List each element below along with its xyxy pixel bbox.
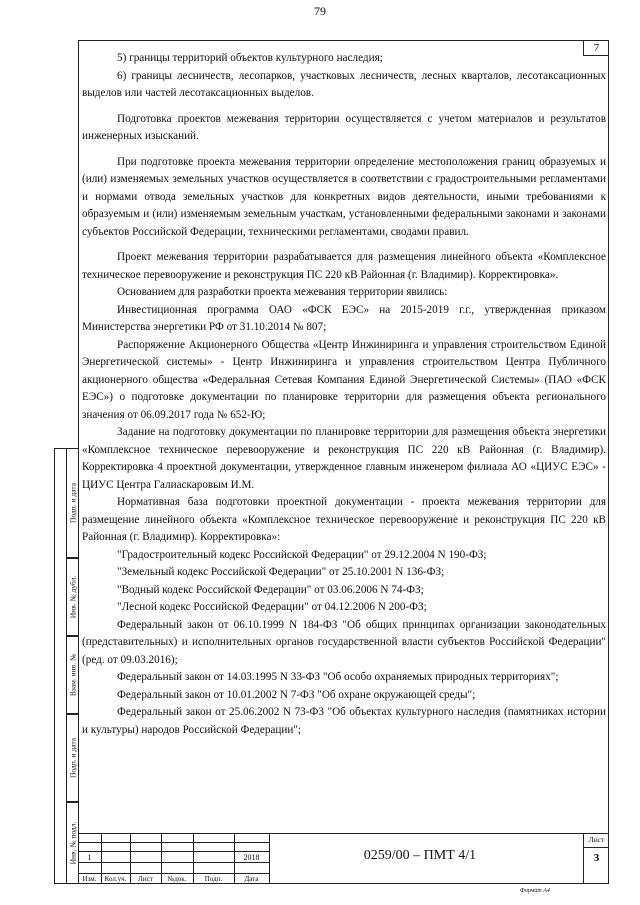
side-label: Подп. и дата: [68, 737, 77, 779]
paragraph: "Лесной кодекс Российской Федерации" от 04.12.2006 N 200-ФЗ;: [117, 601, 427, 613]
paragraph: Задание на подготовку документации по планировке территории для размещения объекта энергетики «Комплексное техническое перевооружение и реконструкция ПС 220 кВ Районная (г. Владимир). Корректировка 4 проектной документации, утвержденное главным инженером филиала АО «ЦИУС ЕЭС» - ЦИУС Центра Галиаскаровым И.М.: [82, 426, 606, 491]
header-doc: №док.: [167, 875, 187, 883]
paragraph: Нормативная база подготовки проектной документации - проекта межевания территории для размещение линейного объекта «Комплексное техническое перевооружение и реконструкция ПС 220 кВ Районная (г. Владимир). Корректировка»:: [82, 496, 606, 543]
tb-hline: [583, 847, 609, 848]
paragraph: Распоряжение Акционерного Общества «Центр Инжиниринга и управления строительством Единой Энергетической системы» - Центр Инжиниринга и управления строительством Центра Публичного акционерного общества «Федеральная Сетевая Компания Единой Энергетической Системы» (ПАО «ФСК ЕЭС») о подготовке документации по планировке территории для размещения объекта регионального значения от 06.09.2017 года № 652-Ю;: [82, 338, 606, 421]
paragraph: "Градостроительный кодекс Российской Федерации" от 29.12.2004 N 190-ФЗ;: [117, 548, 487, 561]
header-sign: Подп.: [204, 875, 223, 883]
side-label: Взам. инв. №: [68, 653, 77, 697]
paragraph: При подготовке проекта межевания территории определение местоположения границ образуемых и (или) изменяемых земельных участков осуществляется в соответствии с градостроительными регламентами и нормами отвода земельных участков для конкретных видов деятельности, иными требованиями к образуемым и (или) изменяемым земельным участкам, установленными федеральными законами и законами субъектов Российской Федерации, техническими регламентами, сводами правил.: [82, 155, 606, 238]
paragraph: Проект межевания территории разрабатывается для размещения линейного объекта «Комплексное техническое перевооружение и реконструкция ПС 220 кВ Районная (г. Владимир). Корректировка».: [82, 251, 606, 281]
header-sheet: Лист: [138, 875, 153, 883]
side-cell-replace-inv: [66, 636, 78, 714]
side-cell-dup-inv: [66, 558, 78, 636]
paragraph: Федеральный закон от 25.06.2002 N 73-ФЗ "Об объектах культурного наследия (памятниках истории и культуры) народов Российской Федерации";: [82, 706, 606, 736]
paragraph: Инвестиционная программа ОАО «ФСК ЕЭС» на 2015-2019 г.г., утвержденная приказом Министерства энергетики РФ от 31.10.2014 № 807;: [82, 303, 606, 333]
side-label: Подп. и дата: [68, 482, 77, 524]
change-number: 1: [87, 853, 92, 862]
tb-hline: [78, 862, 270, 863]
page-number: 79: [314, 4, 326, 18]
paragraph: "Земельный кодекс Российской Федерации" от 25.10.2001 N 136-ФЗ;: [117, 566, 445, 578]
header-qty: Кол.уч.: [104, 875, 127, 883]
tb-hline: [78, 851, 270, 852]
side-label: Инв. № подл.: [68, 821, 77, 865]
side-cell-orig-inv: [66, 802, 78, 884]
header-date: Дата: [244, 875, 259, 883]
document-code: 0259/00 – ПМТ 4/1: [363, 848, 477, 863]
sheet-number: 3: [593, 852, 600, 864]
paragraph: Федеральный закон от 10.01.2002 N 7-ФЗ "Об охране окружающей среды";: [117, 688, 476, 701]
header-change: Изм.: [82, 875, 97, 883]
tb-hline: [78, 842, 270, 843]
paragraph: Подготовка проектов межевания территории осуществляется с учетом материалов и результатов инженерных изысканий.: [82, 112, 606, 142]
paragraph: 5) границы территорий объектов культурного наследия;: [117, 52, 383, 64]
paragraph: Федеральный закон от 14.03.1995 N 33-ФЗ "Об особо охраняемых природных территориях";: [117, 671, 559, 683]
body-text: [82, 50, 606, 739]
paragraph: "Водный кодекс Российской Федерации" от 03.06.2006 N 74-ФЗ;: [117, 583, 424, 596]
corner-sheet-number: 7: [583, 40, 609, 56]
paragraph: Основанием для разработки проекта межевания территории явились:: [117, 286, 448, 298]
side-cell-sign-date-2: [66, 714, 78, 802]
sheet-label: Лист: [588, 835, 605, 844]
paragraph: Федеральный закон от 06.10.1999 N 184-ФЗ "Об общих принципах организации законодательных (представительных) и исполнительных органов государственной власти субъектов Российской Федерации" (ред. от 09.03.2016);: [82, 618, 606, 666]
side-cell-sign-date-1: [66, 448, 78, 558]
side-label: Инв. № дубл.: [68, 575, 77, 619]
paper-format: Формат А4: [520, 888, 550, 894]
paragraph: 6) границы лесничеств, лесопарков, участковых лесничеств, лесных кварталов, лесотаксационных выделов или частей лесотаксационных выделов.: [82, 69, 606, 99]
change-year: 2018: [243, 853, 260, 862]
side-stamp-outer: [54, 448, 66, 884]
